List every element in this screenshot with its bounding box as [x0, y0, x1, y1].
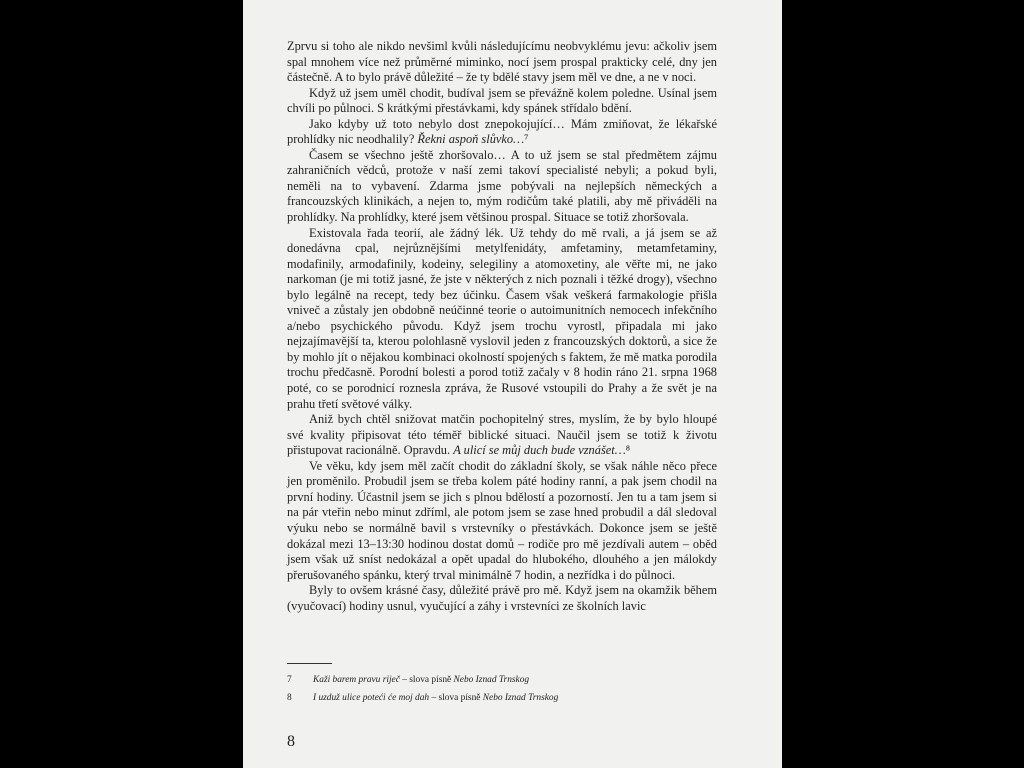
paragraph	[287, 459, 717, 583]
footnote-number: 8	[287, 693, 292, 703]
footnote-number: 7	[287, 675, 292, 685]
text-run: Ve věku, kdy jsem měl začít chodit do základní školy, se však náhle něco přece jen proměnilo. Probudil jsem se třeba kolem páté hodiny ranní, a pak jsem chodil na první hodiny. Účastnil jsem se jich s plnou bdělostí a pozorností. Jen tu a tam jsem si na pár vteřin nebo minut zdříml, ale potom jsem se zase hned probudil a dál sledoval výuku nebo se normálně bavil s vrstevníky o přestávkách. Dokonce jsem se ještě dokázal mezi 13–13:30 hodinou dostat domů – rodiče pro mě jezdívali autem – oběd jsem však už sníst nedokázal a opět upadal do hlubokého, dlouhého a jen málokdy přerušovaného spánku, který trval minimálně 7 hodin, a nezřídka i do půlnoci.	[287, 458, 717, 582]
footnote-text	[313, 689, 558, 707]
text-run: Aniž bych chtěl snižovat matčin pochopitelný stres, myslím, že by bylo hloupé své kvality připisovat této téměř biblické situaci. Naučil jsem se totiž k životu přistupovat racionálně. Opravdu.	[287, 412, 717, 458]
italic-text: Řekni aspoň slůvko…	[417, 132, 525, 147]
book-page	[243, 0, 782, 768]
text-run: Časem se všechno ještě zhoršovalo… A to už jsem se stal předmětem zájmu zahraničních vědců, protože v naší zemi takoví specialisté nebyli; a pokud byli, neměli na to vybavení. Zdarma jsme pobývali na nejlepších německých a francouzských klinikách, a nejen to, mým rodičům také platili, aby mě přiváděli na prohlídky. Na prohlídky, které jsem většinou prospal. Situace se totiž zhoršovala.	[287, 147, 717, 225]
italic-text: Nebo Iznad Trnskog	[453, 675, 530, 685]
footnote-rule	[287, 663, 332, 664]
paragraph	[287, 117, 717, 148]
text-run: ⁸	[625, 443, 631, 458]
paragraph	[287, 226, 717, 413]
italic-text: I uzduž ulice poteći će moj dah	[313, 693, 430, 703]
italic-text: Nebo Iznad Trnskog	[482, 693, 559, 703]
paragraph	[287, 86, 717, 117]
text-run: – slova písně	[429, 693, 483, 703]
text-run: – slova písně	[399, 675, 454, 685]
footnote	[287, 671, 717, 689]
paragraph	[287, 39, 717, 86]
text-run: Byly to ovšem krásné časy, důležité právě pro mě. Když jsem na okamžik během (vyučovací) hodiny usnul, vyučující a záhy i vrstevníci ze školních lavic	[287, 583, 717, 613]
footnotes	[287, 671, 717, 707]
body-text	[287, 39, 717, 614]
italic-text: A ulicí se můj duch bude vznášet…	[453, 443, 626, 458]
footnote	[287, 689, 717, 707]
text-run: ⁷	[524, 132, 529, 147]
text-run: Jako kdyby už toto nebylo dost znepokojující… Mám zmiňovat, že lékařské prohlídky nic neodhalily?	[287, 116, 717, 147]
paragraph	[287, 148, 717, 226]
paragraph	[287, 412, 717, 459]
italic-text: Kaži barem pravu riječ	[313, 675, 400, 685]
footnote-text	[313, 671, 529, 689]
page-number: 8	[287, 733, 295, 750]
text-run: Existovala řada teorií, ale žádný lék. Už tehdy do mě rvali, a já jsem se až donedávna cpal, nejrůznějšími metylfenidáty, amfetaminy, metamfetaminy, modafinily, armodafinily, kodeiny, selegiliny a atomoxetiny, ale věřte mi, ne jako narkoman (je mi totiž jasné, že jste v některých z nich poznali i těžké drogy), všechno bylo legálně na recept, tedy bez účinku. Časem však veškerá farmakologie přišla vniveč a zůstaly jen obdobně neúčinné teorie o autoimunitních nemocech infekčního a/nebo psychického původu. Když jsem trochu vyrostl, připadala mi jako nejzajímavější ta, kterou polohlasně vyslovil jeden z francouzských doktorů, a sice že by mohlo jít o nějakou kombinaci okolností spojených s faktem, že mě matka porodila trochu předčasně. Porodní bolesti a porod totiž začaly v 8 hodin ráno 21. srpna 1968 poté, co se porodnicí roznesla zpráva, že Rusové vstoupili do Prahy a že svět je na prahu třetí světové války.	[287, 225, 717, 411]
text-run: Zprvu si toho ale nikdo nevšiml kvůli následujícímu neobvyklému jevu: ačkoliv jsem spal mnohem více než průměrné miminko, nocí jsem prospal prakticky celé, dny jen částečně. A to bylo právě důležité – že ty bdělé stavy jsem měl ve dne, a ne v noci.	[287, 39, 717, 85]
text-run: Když už jsem uměl chodit, budíval jsem se převážně kolem poledne. Usínal jsem chvíli po půlnoci. S krátkými přestávkami, kdy spánek střídalo bdění.	[287, 85, 717, 116]
paragraph	[287, 583, 717, 614]
